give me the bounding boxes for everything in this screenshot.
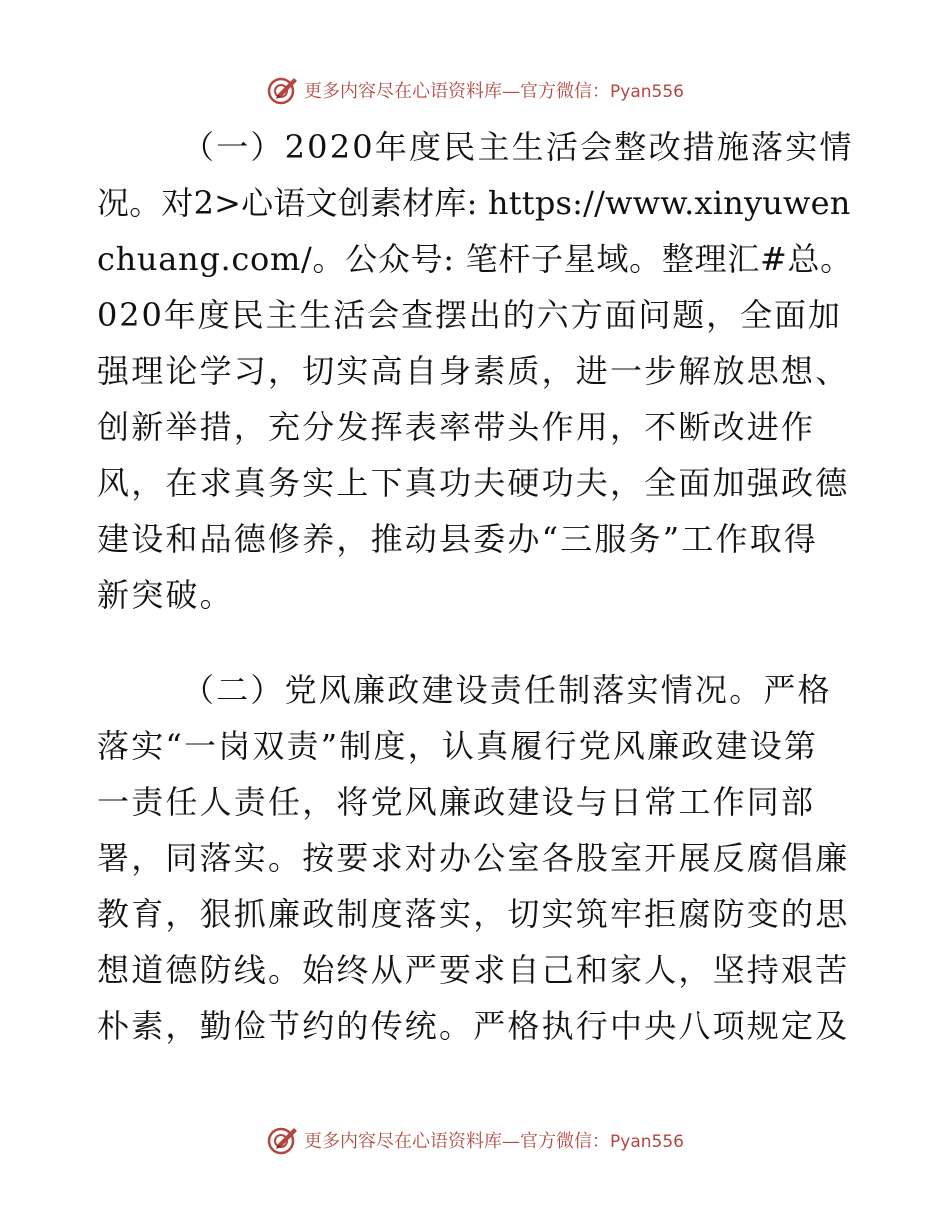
- pen-logo-icon: [266, 73, 300, 107]
- paragraph2-line-4: 署，同落实。按要求对办公室各股室开展反腐倡廉: [97, 839, 850, 877]
- paragraph1-line-1: （一）2020年度民主生活会整改措施落实情: [182, 128, 854, 166]
- paragraph1-line-2: 况。对2>心语文创素材库: https://www.xinyuwen: [97, 184, 851, 222]
- paragraph1-line-9: 新突破。: [97, 576, 234, 614]
- paragraph1-line-5: 强理论学习，切实高自身素质，进一步解放思想、: [97, 352, 850, 390]
- paragraph1-line-3: chuang.com/。公众号: 笔杆子星域。整理汇#总。: [97, 240, 853, 278]
- paragraph2-line-2: 落实“一岗双责”制度，认真履行党风廉政建设第: [97, 727, 819, 765]
- banner-wechat-id: Pyan556: [610, 82, 684, 102]
- paragraph2-line-1: （二）党风廉政建设责任制落实情况。严格: [182, 671, 832, 709]
- paragraph1-line-6: 创新举措，充分发挥表率带头作用，不断改进作: [97, 408, 816, 446]
- banner-dash: —: [502, 1131, 521, 1152]
- paragraph2-line-7: 朴素，勤俭节约的传统。严格执行中央八项规定及: [97, 1007, 850, 1045]
- banner-dash: —: [502, 81, 521, 102]
- footer-banner: [0, 1122, 950, 1158]
- paragraph2-line-6: 想道德防线。始终从严要求自己和家人，坚持艰苦: [97, 951, 850, 989]
- banner-site-text: 更多内容尽在心语资料库: [304, 81, 503, 102]
- paragraph1-line-4: 020年度民主生活会查摆出的六方面问题，全面加: [97, 296, 842, 334]
- paragraph2-line-3: 一责任人责任，将党风廉政建设与日常工作同部: [97, 783, 816, 821]
- banner-wechat-label: 官方微信：: [520, 1131, 611, 1152]
- header-banner: [0, 72, 950, 108]
- banner-wechat-id: Pyan556: [610, 1132, 684, 1152]
- banner-site-text: 更多内容尽在心语资料库: [304, 1131, 503, 1152]
- banner-wechat-label: 官方微信：: [520, 81, 611, 102]
- pen-logo-icon: [266, 1123, 300, 1157]
- paragraph1-line-8: 建设和品德修养，推动县委办“三服务”工作取得: [97, 520, 819, 558]
- paragraph2-line-5: 教育，狠抓廉政制度落实，切实筑牢拒腐防变的思: [97, 895, 850, 933]
- paragraph1-line-7: 风，在求真务实上下真功夫硬功夫，全面加强政德: [97, 464, 850, 502]
